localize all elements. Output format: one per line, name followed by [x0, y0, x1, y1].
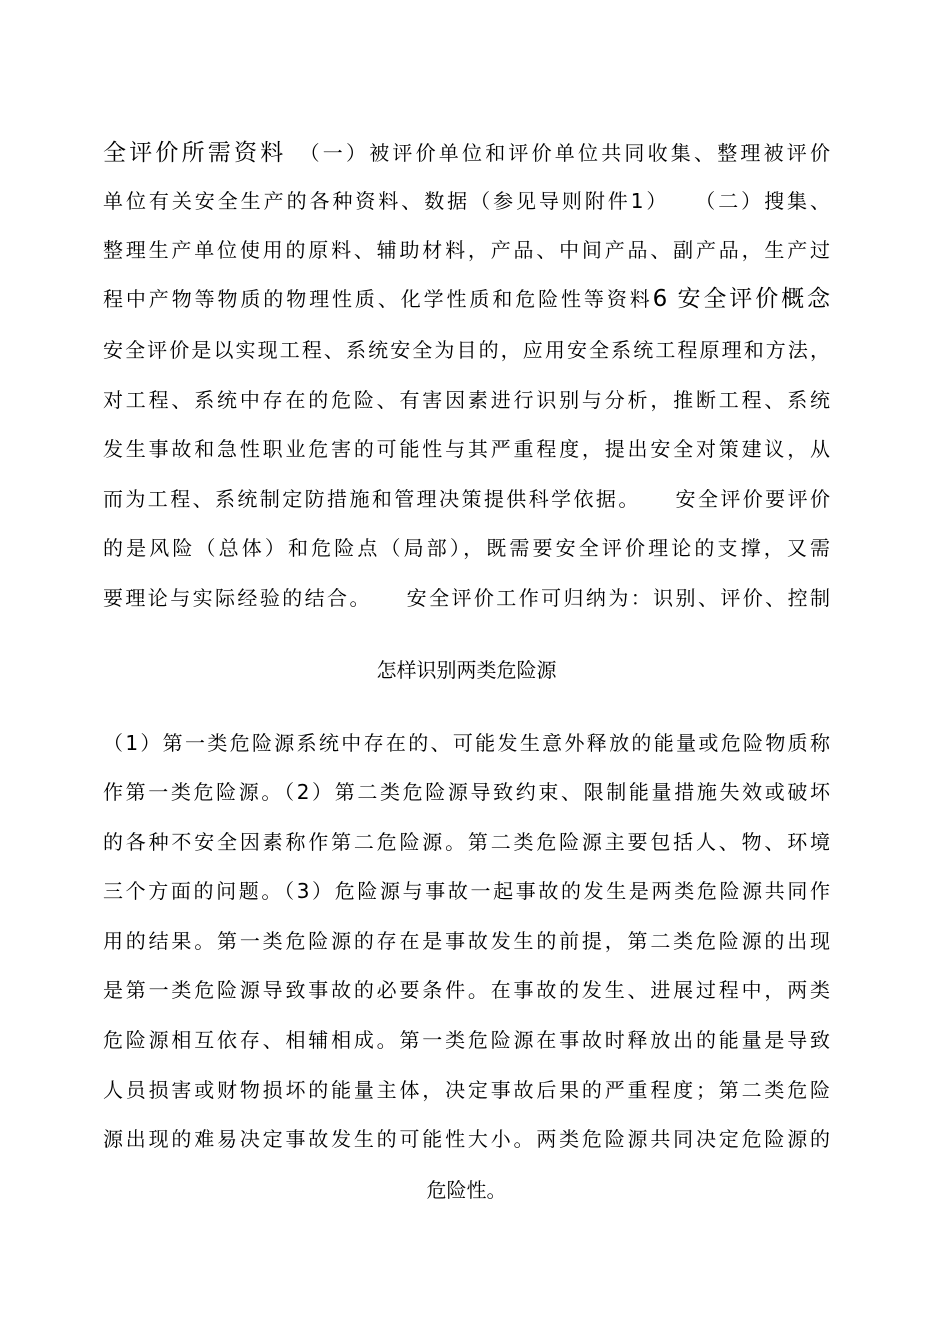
text-line: 的各种不安全因素称作第二危险源。第二类危险源主要包括人、物、环境: [103, 830, 830, 854]
text-line: 整理生产单位使用的原料、辅助材料，产品、中间产品、副产品，生产过: [103, 238, 830, 262]
text-line: 三个方面的问题。（3）危险源与事故一起事故的发生是两类危险源共同作: [103, 879, 830, 903]
text-line: 作第一类危险源。（2）第二类危险源导致约束、限制能量措施失效或破坏: [103, 780, 830, 804]
text-line: 发生事故和急性职业危害的可能性与其严重程度，提出安全对策建议，从: [103, 437, 830, 461]
text-line: 安全评价是以实现工程、系统安全为目的，应用安全系统工程原理和方法，: [103, 338, 830, 362]
section-heading: 6 安全评价概念: [652, 286, 830, 312]
text-line: 用的结果。第一类危险源的存在是事故发生的前提，第二类危险源的出现: [103, 929, 830, 953]
text-line: 对工程、系统中存在的危险、有害因素进行识别与分析，推断工程、系统: [103, 388, 830, 412]
text-line: [103, 133, 830, 173]
text-line: 危险源相互依存、相辅相成。第一类危险源在事故时释放出的能量是导致: [103, 1028, 830, 1052]
text-line: 人员损害或财物损坏的能量主体，决定事故后果的严重程度；第二类危险: [103, 1078, 830, 1102]
text-line: 的是风险（总体）和危险点（局部），既需要安全评价理论的支撑，又需: [103, 536, 830, 560]
subsection-title: 怎样识别两类危险源: [376, 658, 557, 682]
text-line: 单位有关安全生产的各种资料、数据（参见导则附件1） （二）搜集、: [103, 189, 830, 213]
text-line: 要理论与实际经验的结合。 安全评价工作可归纳为：识别、评价、控制: [103, 586, 830, 610]
line-text: 程中产物等物质的物理性质、化学性质和危险性等资料: [103, 287, 653, 311]
text-line: （1）第一类危险源系统中存在的、可能发生意外释放的能量或危险物质称: [103, 731, 830, 755]
text-line: 而为工程、系统制定防措施和管理决策提供科学依据。 安全评价要评价: [103, 487, 830, 511]
text-line: 源出现的难易决定事故发生的可能性大小。两类危险源共同决定危险源的: [103, 1127, 830, 1151]
line-text: （一）被评价单位和评价单位共同收集、整理被评价: [309, 141, 831, 165]
text-line: [103, 279, 830, 319]
text-line: 是第一类危险源导致事故的必要条件。在事故的发生、进展过程中，两类: [103, 978, 830, 1002]
section-lead-text: 全评价所需资料: [103, 140, 287, 166]
text-line-final: 危险性。: [426, 1178, 507, 1202]
